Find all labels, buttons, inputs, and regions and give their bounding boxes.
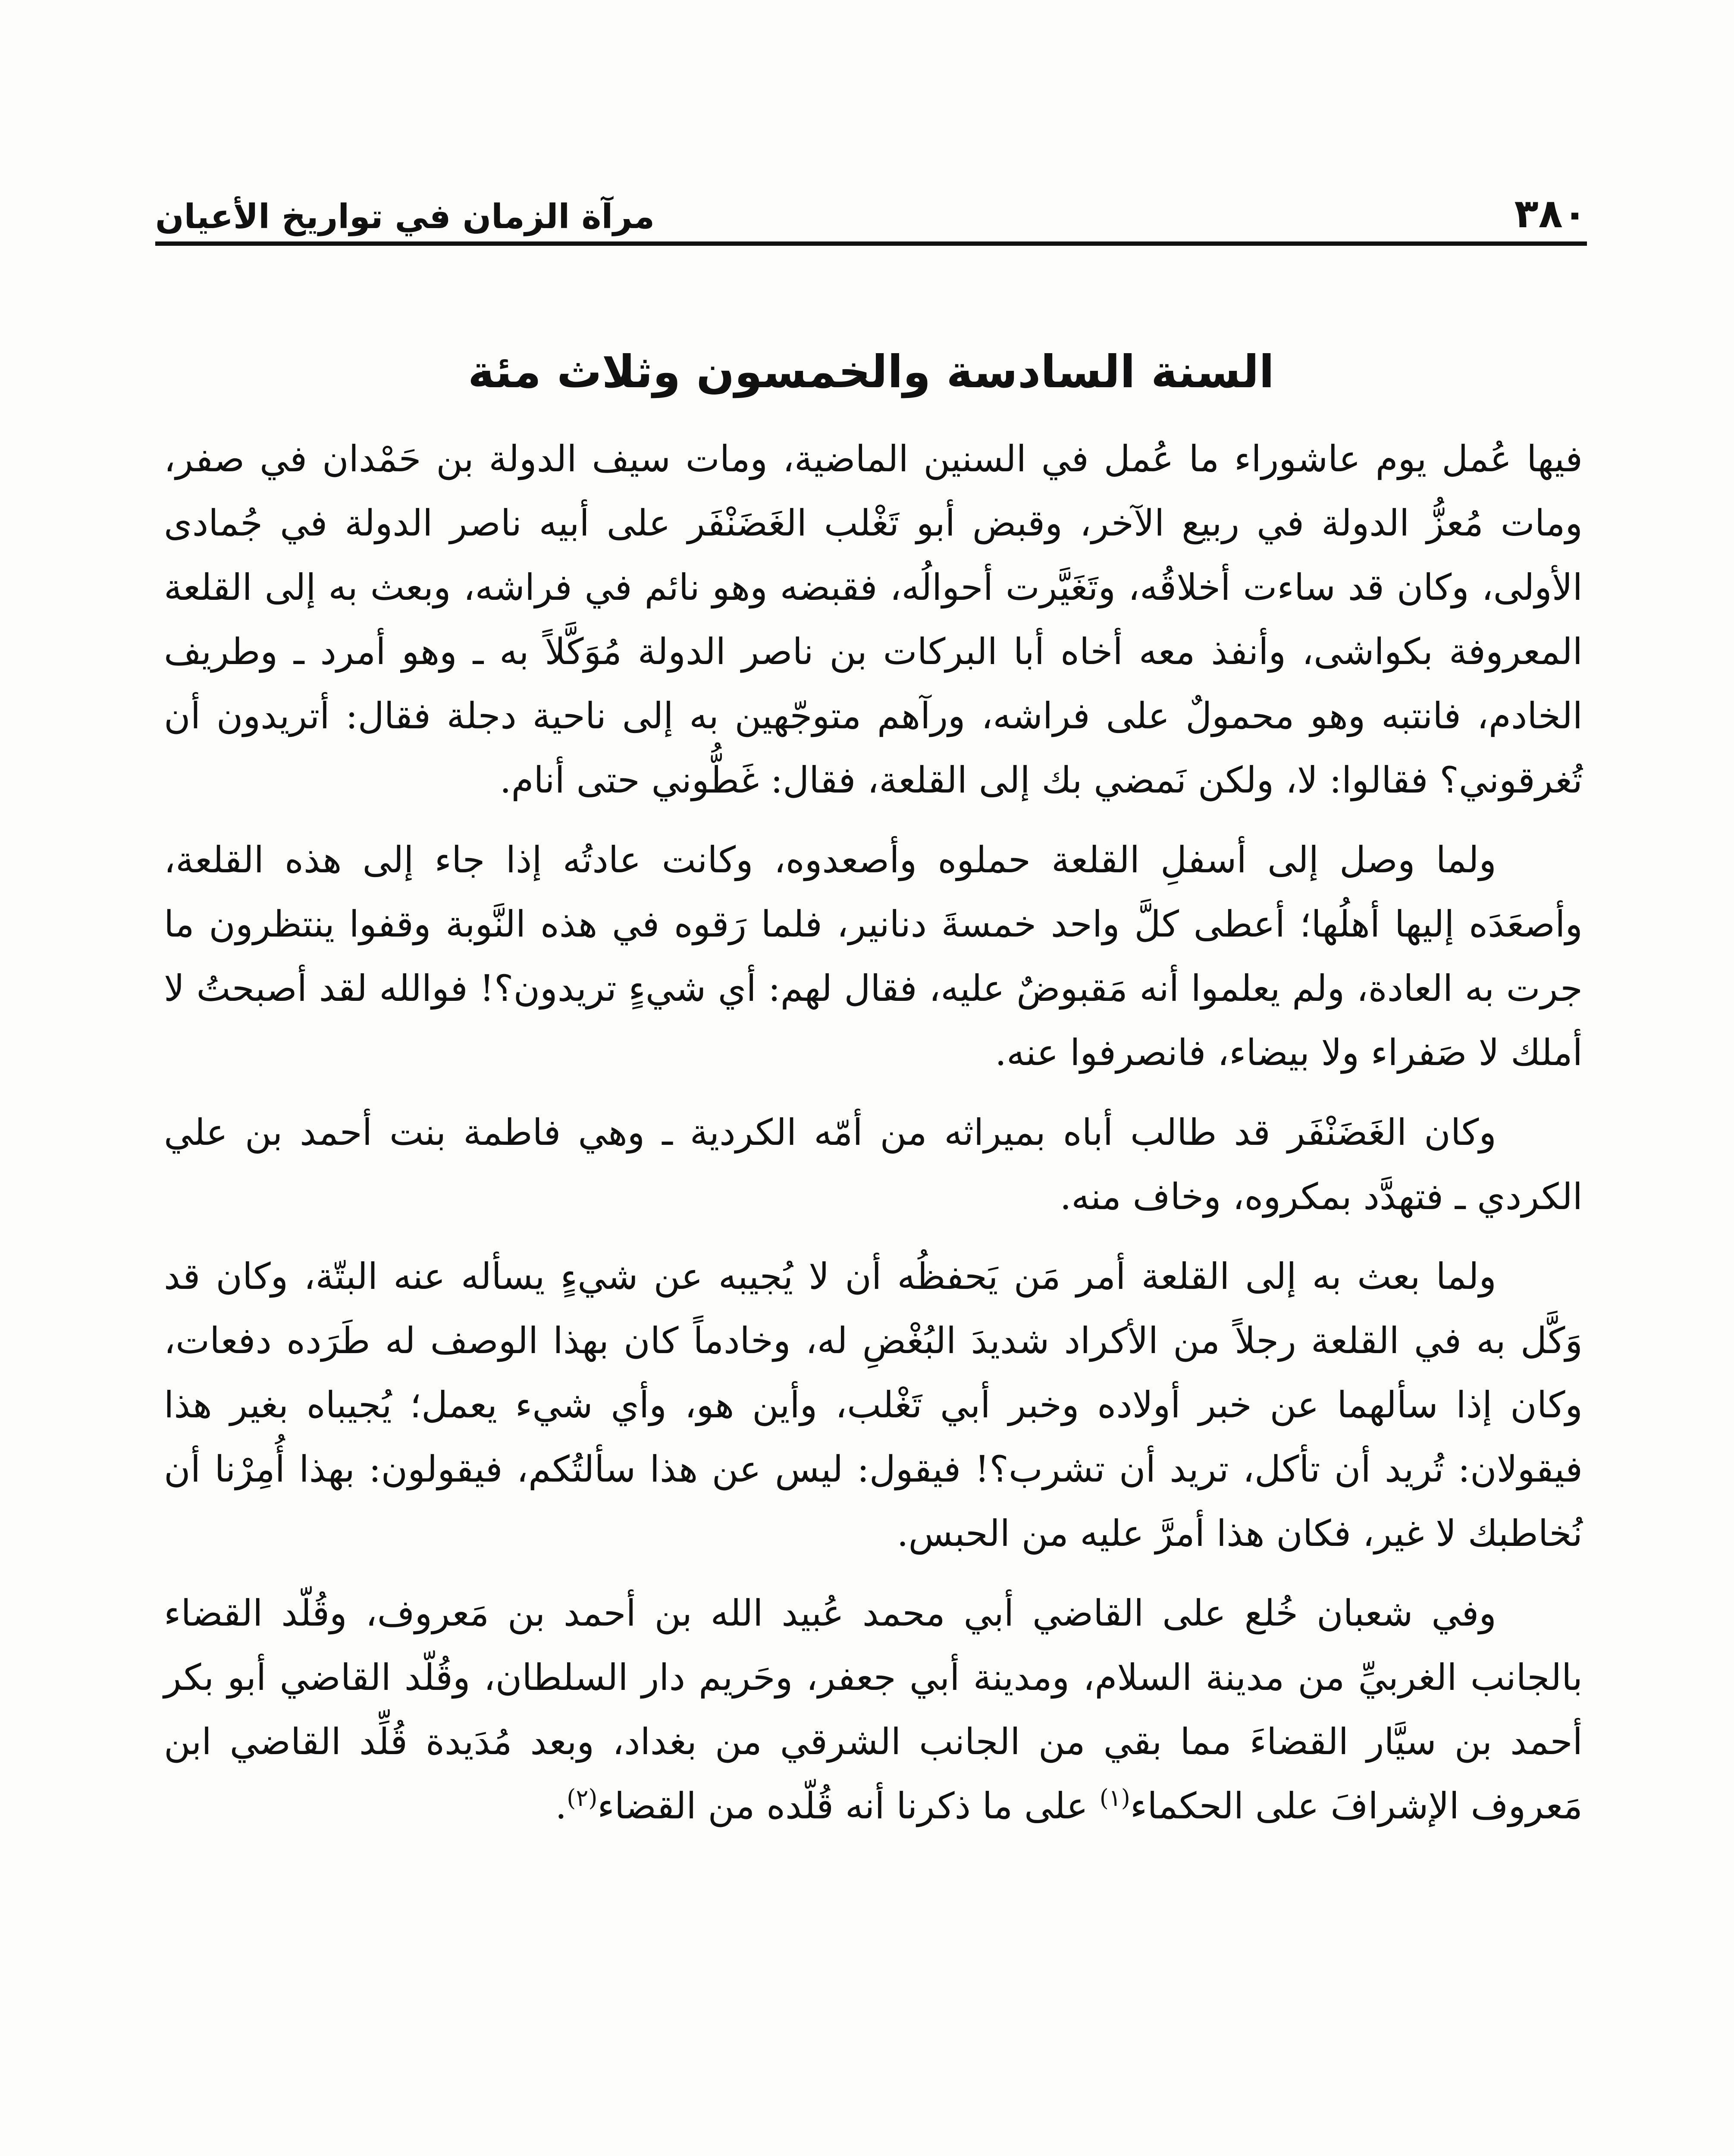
- paragraph-4: ولما بعث به إلى القلعة أمر مَن يَحفظُه أن لا يُجيبه عن شيءٍ يسأله عنه البتّة، وكان قد وَكَّل به في القلعة رجلاً من الأكراد شديدَ البُغْضِ له، وخادماً كان بهذا الوصف له طَرَده دفعات، وكان إذا سألهما عن خبر أولاده وخبر أبي تَغْلب، وأين هو، وأي شيء يعمل؛ يُجيباه بغير هذا فيقولان: تُريد أن تأكل، تريد أن تشرب؟! فيقول: ليس عن هذا سألتُكم، فيقولون: بهذا أُمِرْنا أن نُخاطبك لا غير، فكان هذا أمرَّ عليه من الحبس.: [164, 1255, 1583, 1554]
- page-number: ٣٨٠: [1514, 191, 1587, 237]
- body-text: [164, 427, 1583, 1854]
- paragraph-2: ولما وصل إلى أسفلِ القلعة حملوه وأصعدوه، وكانت عادتُه إذا جاء إلى هذه القلعة، وأصعَدَه إليها أهلُها؛ أعطى كلَّ واحد خمسةَ دنانير، فلما رَقوه في هذه النَّوبة وقفوا ينتظرون ما جرت به العادة، ولم يعلموا أنه مَقبوضٌ عليه، فقال لهم: أي شيءٍ تريدون؟! فوالله لقد أصبحتُ لا أملك لا صَفراء ولا بيضاء، فانصرفوا عنه.: [164, 839, 1583, 1074]
- running-header: [155, 177, 1587, 246]
- paragraph-5-end: .: [555, 1785, 567, 1827]
- book-title: مرآة الزمان في تواريخ الأعيان: [155, 197, 655, 236]
- chapter-heading: السنة السادسة والخمسون وثلاث مئة: [467, 345, 1275, 398]
- paragraph-3: وكان الغَضَنْفَر قد طالب أباه بميراثه من أمّه الكردية ـ وهي فاطمة بنت أحمد بن علي الكردي ـ فتهدَّد بمكروه، وخاف منه.: [164, 1111, 1583, 1218]
- header-rule: [155, 241, 1587, 246]
- footnote-ref-2[interactable]: (٢): [567, 1784, 598, 1811]
- paragraph-1: فيها عُمل يوم عاشوراء ما عُمل في السنين الماضية، ومات سيف الدولة بن حَمْدان في صفر، ومات مُعزُّ الدولة في ربيع الآخر، وقبض أبو تَغْلب الغَضَنْفَر على أبيه ناصر الدولة في جُمادى الأولى، وكان قد ساءت أخلاقُه، وتَغَيَّرت أحوالُه، فقبضه وهو نائم في فراشه، وبعث به إلى القلعة المعروفة بكواشى، وأنفذ معه أخاه أبا البركات بن ناصر الدولة مُوَكَّلاً به ـ وهو أمرد ـ وطريف الخادم، فانتبه وهو محمولٌ على فراشه، ورآهم متوجّهين به إلى ناحية دجلة فقال: أتريدون أن تُغرقوني؟ فقالوا: لا، ولكن نَمضي بك إلى القلعة، فقال: غَطُّوني حتى أنام.: [164, 438, 1583, 801]
- paragraph-5-text: وفي شعبان خُلع على القاضي أبي محمد عُبيد الله بن أحمد بن مَعروف، وقُلّد القضاء بالجانب الغربيِّ من مدينة السلام، ومدينة أبي جعفر، وحَريم دار السلطان، وقُلّد القاضي أبو بكر أحمد بن سيَّار القضاءَ مما بقي من الجانب الشرقي من بغداد، وبعد مُدَيدة قُلِّد القاضي ابن مَعروف الإشرافَ على الحكماء: [164, 1592, 1583, 1827]
- footnote-ref-1[interactable]: (١): [1099, 1784, 1130, 1811]
- paragraph-5-middle: على ما ذكرنا أنه قُلّده من القضاء: [597, 1785, 1100, 1827]
- paragraph-5: [164, 1581, 1583, 1838]
